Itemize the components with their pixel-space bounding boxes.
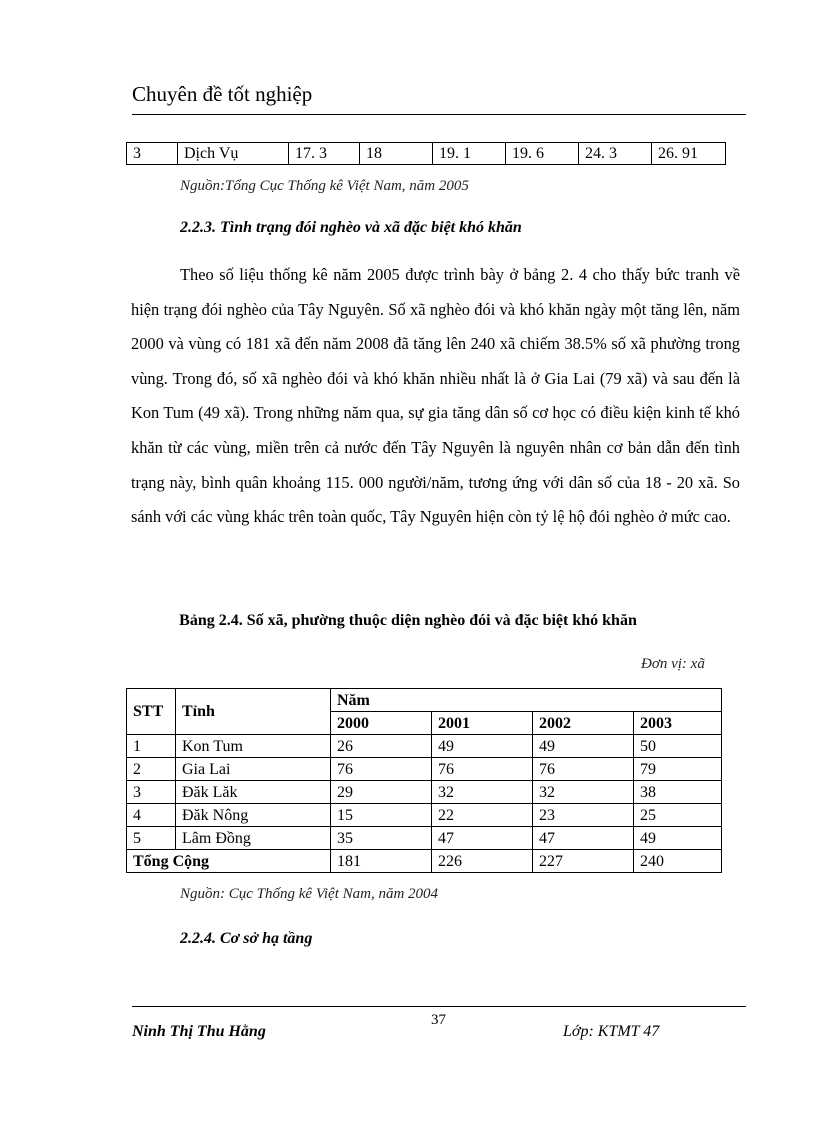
header-divider	[132, 114, 746, 115]
total-value: 240	[634, 850, 722, 873]
cell-value: 47	[533, 827, 634, 850]
cell-value: 49	[634, 827, 722, 850]
paragraph-text: Theo số liệu thống kê năm 2005 được trình bày ở bảng 2. 4 cho thấy bức tranh về hiện trạng đói nghèo của Tây Nguyên. Số xã nghèo đói và khó khăn ngày một tăng lên, năm 2000 và vùng có 181 xã đến năm 2008 đã tăng lên 240 xã chiếm 38.5% số xã phường trong vùng. Trong đó, số xã nghèo đói và khó khăn nhiều nhất là ở Gia Lai (79 xã) và sau đến là Kon Tum (49 xã). Trong những năm qua, sự gia tăng dân số cơ học có điều kiện kinh tế khó khăn từ các vùng, miền trên cả nước đến Tây Nguyên là nguyên nhân cơ bản dẫn đến tình trạng này, bình quân khoảng 115. 000 người/năm, tương ứng với dân số của 18 - 20 xã. So sánh với các vùng khác trên toàn quốc, Tây Nguyên hiện còn tỷ lệ hộ đói nghèo ở mức cao.	[131, 265, 740, 527]
cell-value: 32	[432, 781, 533, 804]
header-year-cell: 2002	[533, 712, 634, 735]
total-label: Tổng Cộng	[127, 850, 331, 873]
cell-stt: 5	[127, 827, 176, 850]
table-cell: Dịch Vụ	[178, 143, 289, 165]
cell-value: 79	[634, 758, 722, 781]
cell-value: 29	[331, 781, 432, 804]
source-note: Nguồn: Cục Thống kê Việt Nam, năm 2004	[180, 886, 439, 902]
table-cell: 19. 6	[506, 143, 579, 165]
author-name: Ninh Thị Thu Hằng	[132, 1023, 266, 1040]
table-title: Bảng 2.4. Số xã, phường thuộc diện nghèo đói và đặc biệt khó khăn	[179, 612, 637, 629]
total-value: 227	[533, 850, 634, 873]
section-heading: 2.2.3. Tình trạng đói nghèo và xã đặc biệt khó khăn	[180, 219, 522, 236]
source-note: Nguồn:Tổng Cục Thống kê Việt Nam, năm 2005	[180, 178, 469, 194]
table-cell: 17. 3	[289, 143, 360, 165]
cell-value: 22	[432, 804, 533, 827]
cell-value: 76	[533, 758, 634, 781]
cell-value: 49	[533, 735, 634, 758]
cell-province: Đăk Nông	[176, 804, 331, 827]
table-cell: 19. 1	[433, 143, 506, 165]
table-cell: 26. 91	[652, 143, 726, 165]
class-label: Lớp: KTMT 47	[563, 1023, 660, 1040]
cell-value: 76	[432, 758, 533, 781]
table-row	[127, 804, 722, 827]
table-cell: 24. 3	[579, 143, 652, 165]
table-row	[127, 735, 722, 758]
header-year-cell: 2001	[432, 712, 533, 735]
table-row	[127, 827, 722, 850]
cell-stt: 4	[127, 804, 176, 827]
body-paragraph	[131, 258, 740, 535]
unit-label: Đơn vị: xã	[641, 656, 705, 672]
poverty-table	[126, 688, 722, 873]
header-year: Năm	[331, 689, 722, 712]
cell-value: 47	[432, 827, 533, 850]
header-year-cell: 2003	[634, 712, 722, 735]
cell-value: 32	[533, 781, 634, 804]
cell-province: Lâm Đồng	[176, 827, 331, 850]
cell-province: Đăk Lăk	[176, 781, 331, 804]
continued-table	[126, 142, 726, 165]
cell-value: 49	[432, 735, 533, 758]
cell-province: Gia Lai	[176, 758, 331, 781]
total-value: 226	[432, 850, 533, 873]
table-row	[127, 758, 722, 781]
cell-stt: 3	[127, 781, 176, 804]
table-row	[127, 781, 722, 804]
cell-value: 38	[634, 781, 722, 804]
header-province: Tỉnh	[176, 689, 331, 735]
table-cell: 3	[127, 143, 178, 165]
table-row	[127, 143, 726, 165]
cell-stt: 2	[127, 758, 176, 781]
cell-value: 26	[331, 735, 432, 758]
page-number: 37	[431, 1012, 446, 1028]
cell-value: 23	[533, 804, 634, 827]
cell-value: 35	[331, 827, 432, 850]
header-title: Chuyên đề tốt nghiệp	[132, 82, 313, 106]
table-total-row	[127, 850, 722, 873]
cell-value: 50	[634, 735, 722, 758]
header-year-cell: 2000	[331, 712, 432, 735]
cell-province: Kon Tum	[176, 735, 331, 758]
total-value: 181	[331, 850, 432, 873]
cell-value: 25	[634, 804, 722, 827]
cell-value: 76	[331, 758, 432, 781]
table-cell: 18	[360, 143, 433, 165]
cell-stt: 1	[127, 735, 176, 758]
table-header-row	[127, 689, 722, 712]
cell-value: 15	[331, 804, 432, 827]
section-heading: 2.2.4. Cơ sở hạ tầng	[180, 930, 313, 947]
header-stt: STT	[127, 689, 176, 735]
footer-divider	[132, 1006, 746, 1007]
